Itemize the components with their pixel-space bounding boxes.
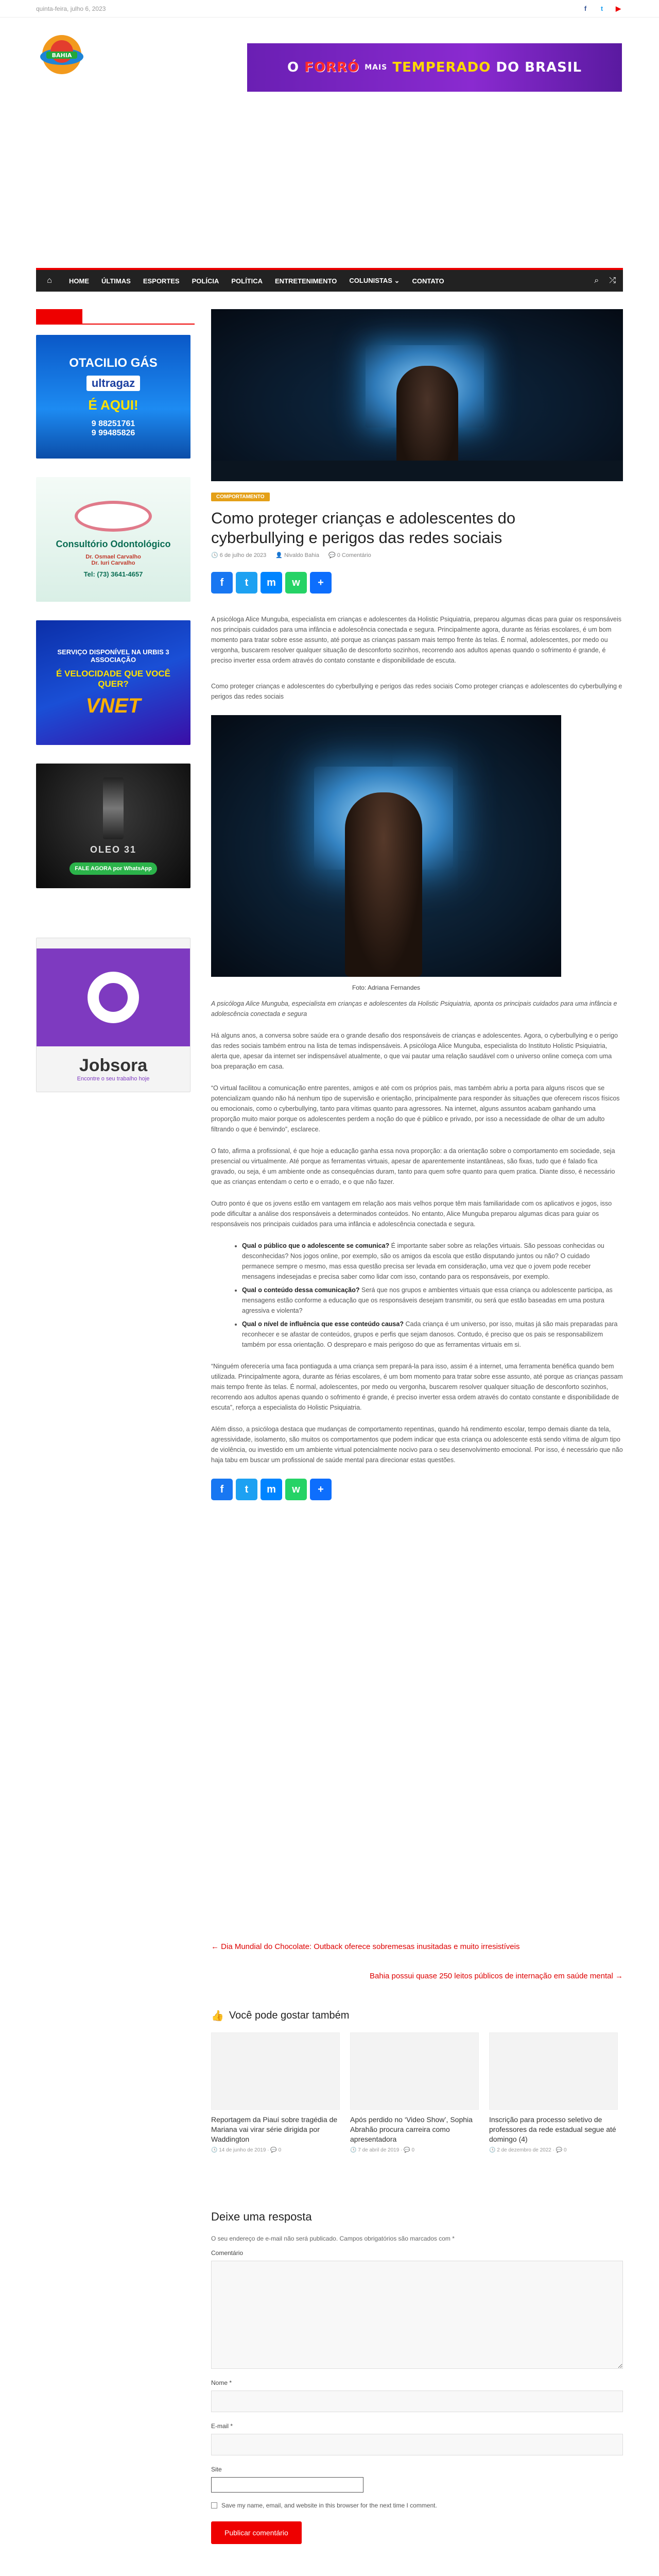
meta-author-text: Nivaldo Bahia [284, 552, 319, 558]
jobsora-q-icon [88, 972, 139, 1023]
tip-question: Qual o conteúdo dessa comunicação? [242, 1286, 360, 1294]
nav-tools [594, 276, 616, 285]
social-links [581, 4, 623, 13]
related-title[interactable]: Inscrição para processo seletivo de professores da rede estadual segue até domingo (4) [489, 2115, 616, 2143]
comment-textarea[interactable] [211, 2261, 623, 2369]
tips-list-item [242, 1241, 623, 1282]
related-comments: 0 [564, 2147, 567, 2153]
save-info-row [211, 2502, 623, 2509]
related-card[interactable] [211, 2032, 340, 2153]
comment-form [211, 2210, 623, 2544]
banner-text-brasil: DO BRASIL [496, 60, 582, 75]
banner-text-mais: MAIS [365, 63, 388, 72]
home-icon[interactable]: ⌂ [47, 276, 52, 285]
article-meta [211, 552, 623, 558]
banner-text-forro: FORRÓ [304, 60, 360, 75]
site-field[interactable] [211, 2477, 363, 2493]
ad-line: Dr. Osmael Carvalho [85, 554, 141, 560]
ad-line: 9 88251761 [91, 419, 135, 428]
email-field[interactable] [211, 2434, 623, 2455]
save-info-checkbox[interactable] [211, 2502, 217, 2509]
related-date: 14 de junho de 2019 [219, 2147, 266, 2153]
ad-line: É AQUI! [88, 397, 138, 413]
image-caption: Foto: Adriana Fernandes [352, 984, 421, 991]
sidebar-ad-otacilio-gas[interactable] [36, 335, 190, 459]
meta-date-text: 6 de julho de 2023 [219, 552, 267, 558]
related-comments: 0 [278, 2147, 282, 2153]
tip-answer: É importante saber sobre as relações virtuais. São pessoas conhecidas ou desconhecidas? Nos jogos online, por exemplo, são os amigos da escola que estão disputando juntos ou não? O cuidado permanece sempre o mesmo, mas essa questão precisa ser levada em consideração, uma vez que o jovem pode receber mensagens indesejadas e precisa saber como lidar com isso, contando para os responsáveis, por exemplo. [242, 1242, 604, 1280]
article-paragraph: Além disso, a psicóloga destaca que mudanças de comportamento repentinas, quando há rendimento escolar, tempo demais diante da tela, agressividade, isolamento, são muitos os comportamentos que podem indicar que esta criança ou adolescente está sendo vítima de algum tipo de violência, ou investido em um ambiente virtual potencialmente nocivo para o seu desenvolvimento emocional. Por isso, é necessário que não haja tabu em buscar um profissional de saúde mental para direcionar estas questões. [211, 1426, 623, 1464]
nav-item-policia[interactable]: POLÍCIA [192, 277, 219, 285]
girl-silhouette [345, 792, 422, 977]
article-paragraph: Há alguns anos, a conversa sobre saúde era o grande desafio dos responsáveis de crianças e adolescentes. Agora, o cyberbullying e o perigo das redes sociais também entrou na lista de temas indispensáveis. A psicóloga Alice Munguba, especialista do Instituto Holistic Psiquiatria, alerta que, apesar da internet ser indispensável atualmente, o que vai pautar uma relação saudável com o universo online começa com uma boa preparação em casa. [211, 1032, 618, 1070]
nav-item-contato[interactable]: CONTATO [412, 277, 444, 285]
related-meta: 🕓 2 de dezembro de 2022 · 💬 0 [489, 2147, 567, 2153]
twitter-icon[interactable]: t [600, 5, 603, 12]
related-comments: 0 [411, 2147, 414, 2153]
ad-line: ultragaz [86, 376, 140, 391]
article-subtitle: A psicóloga Alice Munguba, especialista em crianças e adolescentes da Holistic Psiquiatria, aponta os principais cuidados para uma infância e adolescência conectada e segura [211, 1000, 617, 1018]
article-title: Como proteger crianças e adolescentes do cyberbullying e perigos das redes sociais [211, 509, 516, 547]
article-paragraph: “Ninguém oferecería uma faca pontiaguda a uma criança sem prepará-la para isso, assim é a internet, uma ferramenta benéfica quando bem utilizada. Principalmente agora, durante as férias escolares, é um bom momento para tratar sobre esse assunto, até porque as crianças passam mais tempo frente às telas. É normal, adolescentes, por medo ou vergonha, buscarem resolver qualquer situação de desconforto sozinhos, recorrendo aos adultos apenas quando o sofrimento é grande, é preciso inverter essa ordem através do contato constante e disponibilidade de escuta”, reforça a especialista do Holistic Psiquiatria. [211, 1363, 623, 1411]
sidebar-ad-dental[interactable] [36, 477, 190, 602]
share-messenger-button[interactable]: m [261, 572, 282, 594]
related-posts [211, 2009, 623, 2153]
top-bar [0, 0, 659, 18]
teeth-icon [75, 501, 152, 532]
facebook-icon[interactable]: f [584, 5, 587, 12]
article-paragraph: “O virtual facilitou a comunicação entre parentes, amigos e até com os próprios pais, mas também abriu a porta para alguns riscos que se potencializam quando não há nenhum tipo de supervisão e orientação, principalmente para responder às situações que oferecem riscos físicos ou emocionais, como o cyberbullying, tanto para vítimas quanto para agressores. Na internet, alguns assuntos acabam ganhando uma proporção muito maior porque os adolescentes perdem a noção do que é público e privado, por isso a necessidade de olhar de um adulto filtrando o que é benvindo”, esclarece. [211, 1084, 620, 1133]
sidebar [36, 309, 195, 1111]
ad-title: SERVIÇO DISPONÍVEL NA URBIS 3 ASSOCIAÇÃO [57, 648, 169, 664]
ad-line: Dr. Iuri Carvalho [91, 560, 135, 566]
related-meta: 🕓 14 de junho de 2019 · 💬 0 [211, 2147, 282, 2153]
site-logo[interactable] [36, 31, 88, 78]
save-info-label: Save my name, email, and website in this browser for the next time I comment. [221, 2502, 437, 2509]
related-thumb[interactable] [350, 2032, 479, 2110]
current-date: quinta-feira, julho 6, 2023 [36, 5, 106, 12]
related-posts-heading [211, 2009, 623, 2022]
related-title[interactable]: Após perdido no ‘Video Show’, Sophia Abrahão procura carreira como apresentadora [350, 2115, 473, 2143]
submit-comment-button[interactable]: Publicar comentário [211, 2521, 302, 2544]
ad-title: OLEO 31 [90, 844, 137, 855]
thumbs-up-icon: 👍 [211, 2010, 224, 2022]
site-header [0, 18, 659, 265]
related-meta: 🕓 7 de abril de 2019 · 💬 0 [350, 2147, 414, 2153]
banner-text-o: O [287, 60, 300, 75]
share-messenger-button[interactable]: m [261, 1479, 282, 1500]
comment-form-heading: Deixe uma resposta [211, 2210, 312, 2223]
header-banner-ad[interactable] [247, 43, 622, 92]
related-date: 2 de dezembro de 2022 [497, 2147, 551, 2153]
site-label: Site [211, 2466, 222, 2473]
whatsapp-button[interactable]: FALE AGORA por WhatsApp [70, 862, 157, 875]
article-paragraph: O fato, afirma a profissional, é que hoje a educação ganha essa nova proporção: a da orientação sobre o comportamento em sociedade, seja presencial ou virtualmente. Até porque as ferramentas virtuais, apesar de aparentemente instantâneas, são fixas, tudo que é falado fica gravado, ou seja, é um ambiente onde as consequências duram, tanto para quem sofre quanto para quem pratica. Diante disso, é necessário que as crianças entendam o certo e o errado, e o que não fazer. [211, 1147, 615, 1185]
ad-line: 9 99485826 [91, 428, 135, 437]
tips-list-item [242, 1319, 623, 1350]
share-buttons-bottom [211, 1479, 623, 1500]
ad-line: É VELOCIDADE QUE VOCÊ QUER? [56, 668, 170, 689]
share-twitter-button[interactable]: t [236, 1479, 257, 1500]
related-thumb[interactable] [211, 2032, 340, 2110]
nav-item-politica[interactable]: POLÍTICA [231, 277, 263, 285]
article-category-badge[interactable]: COMPORTAMENTO [211, 493, 270, 501]
tip-answer: Será que nos grupos e ambientes virtuais que essa criança ou adolescente participa, as mensagens estão conforme a educação que os responsáveis desejam transmitir, ou será que estão baseadas em uma postura agressiva e violenta? [242, 1286, 613, 1314]
previous-post-link[interactable]: ← Dia Mundial do Chocolate: Outback oferece sobremesas inusitadas e muito irresistíveis [211, 1942, 520, 1951]
share-more-button[interactable]: + [310, 1479, 332, 1500]
share-facebook-button[interactable]: f [211, 572, 233, 594]
search-icon[interactable]: ⌕ [594, 276, 599, 285]
sidebar-ad-vnet[interactable] [36, 620, 190, 745]
related-card[interactable] [350, 2032, 479, 2153]
related-cards [211, 2032, 623, 2153]
product-bottle [103, 777, 124, 839]
meta-date[interactable]: 🕓 6 de julho de 2023 [211, 552, 267, 558]
related-date: 7 de abril de 2019 [358, 2147, 400, 2153]
nav-item-home[interactable]: HOME [69, 277, 89, 285]
related-title[interactable]: Reportagem da Piauí sobre tragédia de Mariana vai virar série dirigida por Waddington [211, 2115, 338, 2143]
share-buttons-top [211, 572, 623, 594]
ad-line: Encontre o seu trabalho hoje [77, 1075, 150, 1082]
sidebar-title-bar [36, 309, 195, 325]
share-more-button[interactable]: + [310, 572, 332, 594]
email-label: E-mail * [211, 2422, 233, 2430]
next-post-link[interactable]: Bahia possui quase 250 leitos públicos de internação em saúde mental → [370, 1972, 623, 1980]
article-paragraph: Como proteger crianças e adolescentes do cyberbullying e perigos das redes sociais Como proteger crianças e adolescentes do cyberbullying e perigos das redes sociais [211, 683, 622, 700]
nav-item-colunistas[interactable]: COLUNISTAS ⌄ [349, 277, 400, 284]
nav-item-esportes[interactable]: ESPORTES [143, 277, 180, 285]
svg-text:BAHIA: BAHIA [51, 52, 72, 59]
related-thumb[interactable] [489, 2032, 618, 2110]
ad-title: Consultório Odontológico [56, 539, 171, 549]
share-whatsapp-button[interactable]: w [285, 572, 307, 594]
meta-comments-text: 0 Comentário [337, 552, 371, 558]
banner-text-temperado: TEMPERADO [392, 60, 491, 75]
ad-line: Tel: (73) 3641-4657 [83, 570, 143, 578]
nav-item-entretenimento[interactable]: ENTRETENIMENTO [275, 277, 337, 285]
tip-question: Qual o público que o adolescente se comunica? [242, 1242, 390, 1249]
youtube-icon[interactable]: ▶ [616, 4, 621, 12]
tips-list [211, 1241, 623, 1350]
name-label: Nome * [211, 2379, 232, 2386]
share-facebook-button[interactable]: f [211, 1479, 233, 1500]
meta-comments[interactable]: 💬 0 Comentário [328, 552, 371, 558]
ad-title: OTACILIO GÁS [69, 355, 158, 370]
comment-label: Comentário [211, 2249, 244, 2257]
desk [211, 461, 623, 481]
main-navigation [36, 268, 623, 292]
sidebar-ad-jobsora[interactable] [36, 938, 190, 1092]
sidebar-spacer [36, 907, 195, 938]
related-heading-text: Você pode gostar também [229, 2010, 350, 2021]
tips-list-item [242, 1285, 623, 1316]
tip-answer: Cada criança é um universo, por isso, muitas já são mais preparadas para reconhecer e se afastar de conteúdos, grupos e perfis que sejam danosos. Contudo, é preciso que os pais se responsabilizem também por essa orientação. O despreparo e mais perigoso do que as ferramentas virtuais em si. [242, 1320, 618, 1348]
article-paragraph: A psicóloga Alice Munguba, especialista em crianças e adolescentes da Holistic Psiquiatria, preparou algumas dicas para guiar os responsáveis nos principais cuidados para uma infância e adolescência conectada e segura. Principalmente agora, durante as férias escolares, é um bom momento para tratar sobre esse assunto, até porque as crianças passam mais tempo frente às telas. É normal, adolescentes, por medo ou vergonha, buscarem resolver qualquer situação de desconforto sozinhos, recorrendo aos adultos apenas quando o sofrimento é grande, é preciso inverter essa ordem através do contato constante e disponibilidade de escuta. [211, 616, 621, 664]
comment-form-note: O seu endereço de e-mail não será publicado. Campos obrigatórios são marcados com * [211, 2235, 455, 2242]
article-inline-image [211, 715, 561, 977]
article-featured-image [211, 309, 623, 481]
jobsora-logo-block [36, 948, 190, 1046]
sidebar-ad-oleo31[interactable] [36, 764, 190, 888]
ad-title: Jobsora [79, 1055, 148, 1075]
name-field[interactable] [211, 2391, 623, 2412]
random-post-icon[interactable]: ⤮ [609, 276, 616, 285]
share-whatsapp-button[interactable]: w [285, 1479, 307, 1500]
article-paragraph: Outro ponto é que os jovens estão em vantagem em relação aos mais velhos porque têm mais familiaridade com os aplicativos e jogos, isso pode dificultar a análise dos responsáveis a determinados conteúdos. No entanto, Alice Munguba preparou algumas dicas para guiar os responsáveis nos principais cuidados para uma infância e adolescência conectada e segura. [211, 1200, 612, 1228]
tip-question: Qual o nível de influência que esse conteúdo causa? [242, 1320, 404, 1328]
meta-author[interactable]: 👤 Nivaldo Bahia [275, 552, 319, 558]
share-twitter-button[interactable]: t [236, 572, 257, 594]
article [211, 309, 623, 1500]
related-card[interactable] [489, 2032, 618, 2153]
nav-item-ultimas[interactable]: ÚLTIMAS [101, 277, 131, 285]
post-navigation [211, 1942, 623, 1980]
ad-line: VNET [85, 694, 141, 717]
